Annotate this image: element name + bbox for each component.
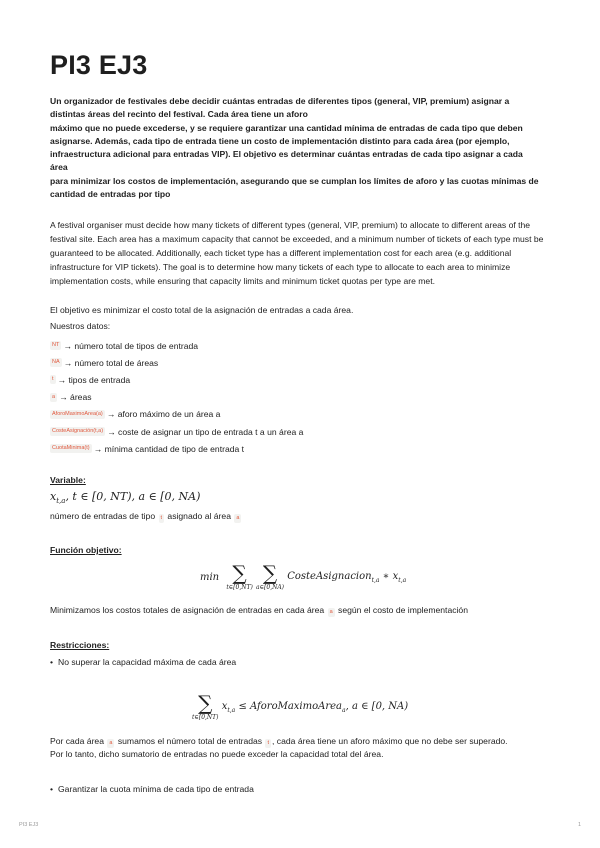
sigma-symbol: ∑	[262, 561, 278, 585]
sum-limit: t∈[0,NT)	[226, 584, 253, 591]
code-chip: AforoMaximoArea(a)	[52, 410, 103, 417]
times-symbol: ∗	[382, 570, 390, 582]
sum-limit: t∈[0,NT)	[192, 714, 219, 721]
relation-symbol: ≤	[238, 700, 247, 712]
code-chip: a	[109, 740, 113, 746]
obj-desc-text: Minimizamos los costos totales de asignación de entradas en cada área	[50, 605, 325, 615]
page-title: PI3 EJ3	[50, 50, 148, 80]
list-item-text: → coste de asignar un tipo de entrada t a un área a	[107, 426, 304, 437]
objective-heading: Función objetivo:	[50, 545, 122, 555]
intro-es-line: máximo que no puede excederse, y se requiere garantizar una cantidad mínima de entradas de cada tipo que deben	[50, 122, 523, 133]
list-item	[50, 440, 303, 457]
expl-text: Por cada área	[50, 736, 104, 746]
variable-formula	[50, 490, 200, 505]
code-chip: CosteAsignación(t,a)	[52, 428, 104, 435]
list-item	[50, 371, 303, 388]
code-chip: a	[236, 515, 240, 521]
code-chip: NA	[52, 359, 60, 366]
intro-es-line: área	[50, 162, 68, 173]
code-chip: a	[329, 609, 333, 615]
sum-operator	[192, 693, 219, 721]
list-item-text: → número total de áreas	[63, 357, 159, 368]
intro-es-line: Un organizador de festivales debe decidir cuántas entradas de diferentes tipos (general, VIP, premium) asignar a	[50, 96, 510, 106]
code-chip: a	[52, 393, 56, 400]
variable-heading: Variable:	[50, 475, 86, 485]
list-item-text: → aforo máximo de un área a	[106, 409, 221, 420]
list-item	[50, 354, 303, 371]
intro-english: A festival organiser must decide how many tickets of different types (general, VIP, premium) to allocate to different areas of the festival site. Each area has a maximum capacity that cannot be exceeded, and a minimum number of tickets of each type must be guaranteed to be allocated. Additionally, each ticket type has a different implementation cost for each area (e.g. additional infrastructure for VIP tickets). The goal is to determine how many tickets of each type to allocate to each area to minimize implementation costs, while ensuring that capacity limits and minimum ticket quotas per type are met.	[50, 220, 544, 286]
rhs-subscript: a	[342, 706, 346, 714]
code-chip: NT	[52, 342, 60, 349]
list-item-text: → número total de tipos de entrada	[63, 340, 199, 351]
constraint-explanation-line	[50, 735, 508, 748]
rhs-term: AforoMaximoArea	[250, 700, 343, 712]
intro-es-line: cantidad de entradas por tipo	[50, 189, 171, 200]
capacity-constraint-formula	[192, 693, 408, 721]
data-list	[50, 337, 303, 457]
term-subscript: t,a	[371, 576, 380, 584]
var-symbol: x	[221, 700, 228, 712]
var-subscript: t,a	[227, 706, 236, 714]
var-domain: , t ∈ [0, NT), a ∈ [0, NA)	[65, 490, 201, 503]
objective-description	[50, 604, 468, 617]
constraint-bullet-minimum-quota: • Garantizar la cuota mínima de cada tipo de entrada	[58, 784, 254, 794]
code-chip: t	[267, 740, 270, 746]
objective-formula	[200, 563, 406, 591]
sum-operator	[226, 563, 253, 591]
list-item	[50, 337, 303, 354]
list-item-text: → mínima cantidad de tipo de entrada t	[93, 443, 245, 454]
constraint-bullet-capacity: • No superar la capacidad máxima de cada área	[58, 657, 236, 667]
constraint-body	[222, 701, 408, 712]
intro-es-line: distintas áreas del recinto del festival. Cada área tiene un aforo	[50, 109, 308, 120]
intro-es-line: para minimizar los costos de implementación, asegurando que se cumplan los límites de aforo y las cuotas mínimas de	[50, 175, 539, 186]
sigma-symbol: ∑	[232, 561, 247, 585]
variable-description	[50, 511, 242, 523]
datos-heading: Nuestros datos:	[50, 321, 111, 331]
page-number: 1	[577, 822, 581, 828]
var-desc-text: número de entradas de tipo	[50, 511, 156, 521]
var-symbol: x	[392, 570, 399, 582]
list-item	[50, 423, 303, 440]
code-chip: t	[52, 376, 54, 383]
expl-text: sumamos el número total de entradas	[117, 736, 263, 746]
var-subscript: t,a	[56, 497, 66, 506]
intro-es-line: infraestructura adicional para entradas VIP). El objetivo es determinar cuántas entradas de cada tipo asignar a cada	[50, 149, 523, 160]
var-desc-text: asignado al área	[167, 511, 231, 521]
constraint-domain: , a ∈ [0, NA)	[345, 700, 409, 712]
footer-title: PI3 EJ3	[19, 822, 39, 828]
obj-desc-text: según el costo de implementación	[338, 605, 468, 615]
sum-limit: a∈[0,NA)	[256, 584, 285, 591]
list-item	[50, 406, 303, 423]
term-name: CosteAsignacion	[287, 570, 372, 582]
var-symbol: x	[50, 490, 57, 503]
objective-line: El objetivo es minimizar el costo total de la asignación de entradas a cada área.	[50, 305, 354, 315]
list-item-text: → tipos de entrada	[57, 374, 131, 385]
intro-es-line: asignarse. Además, cada tipo de entrada tiene un costo de implementación distinto para cada área (por ejemplo,	[50, 135, 510, 146]
intro-spanish	[50, 95, 550, 201]
sum-operator	[256, 563, 284, 591]
constraint-explanation-line: Por lo tanto, dicho sumatorio de entradas no puede exceder la capacidad total del área.	[50, 749, 384, 759]
list-item-text: → áreas	[59, 392, 92, 403]
code-chip: CuotaMinima(t)	[52, 445, 90, 452]
min-operator: min	[200, 571, 220, 583]
list-item	[50, 389, 303, 406]
var-subscript: t,a	[398, 576, 407, 584]
objective-term	[287, 571, 406, 582]
constraints-heading: Restricciones:	[50, 640, 110, 650]
sigma-symbol: ∑	[198, 691, 213, 715]
expl-text: , cada área tiene un aforo máximo que no debe ser superado.	[272, 736, 508, 746]
code-chip: t	[160, 515, 163, 521]
